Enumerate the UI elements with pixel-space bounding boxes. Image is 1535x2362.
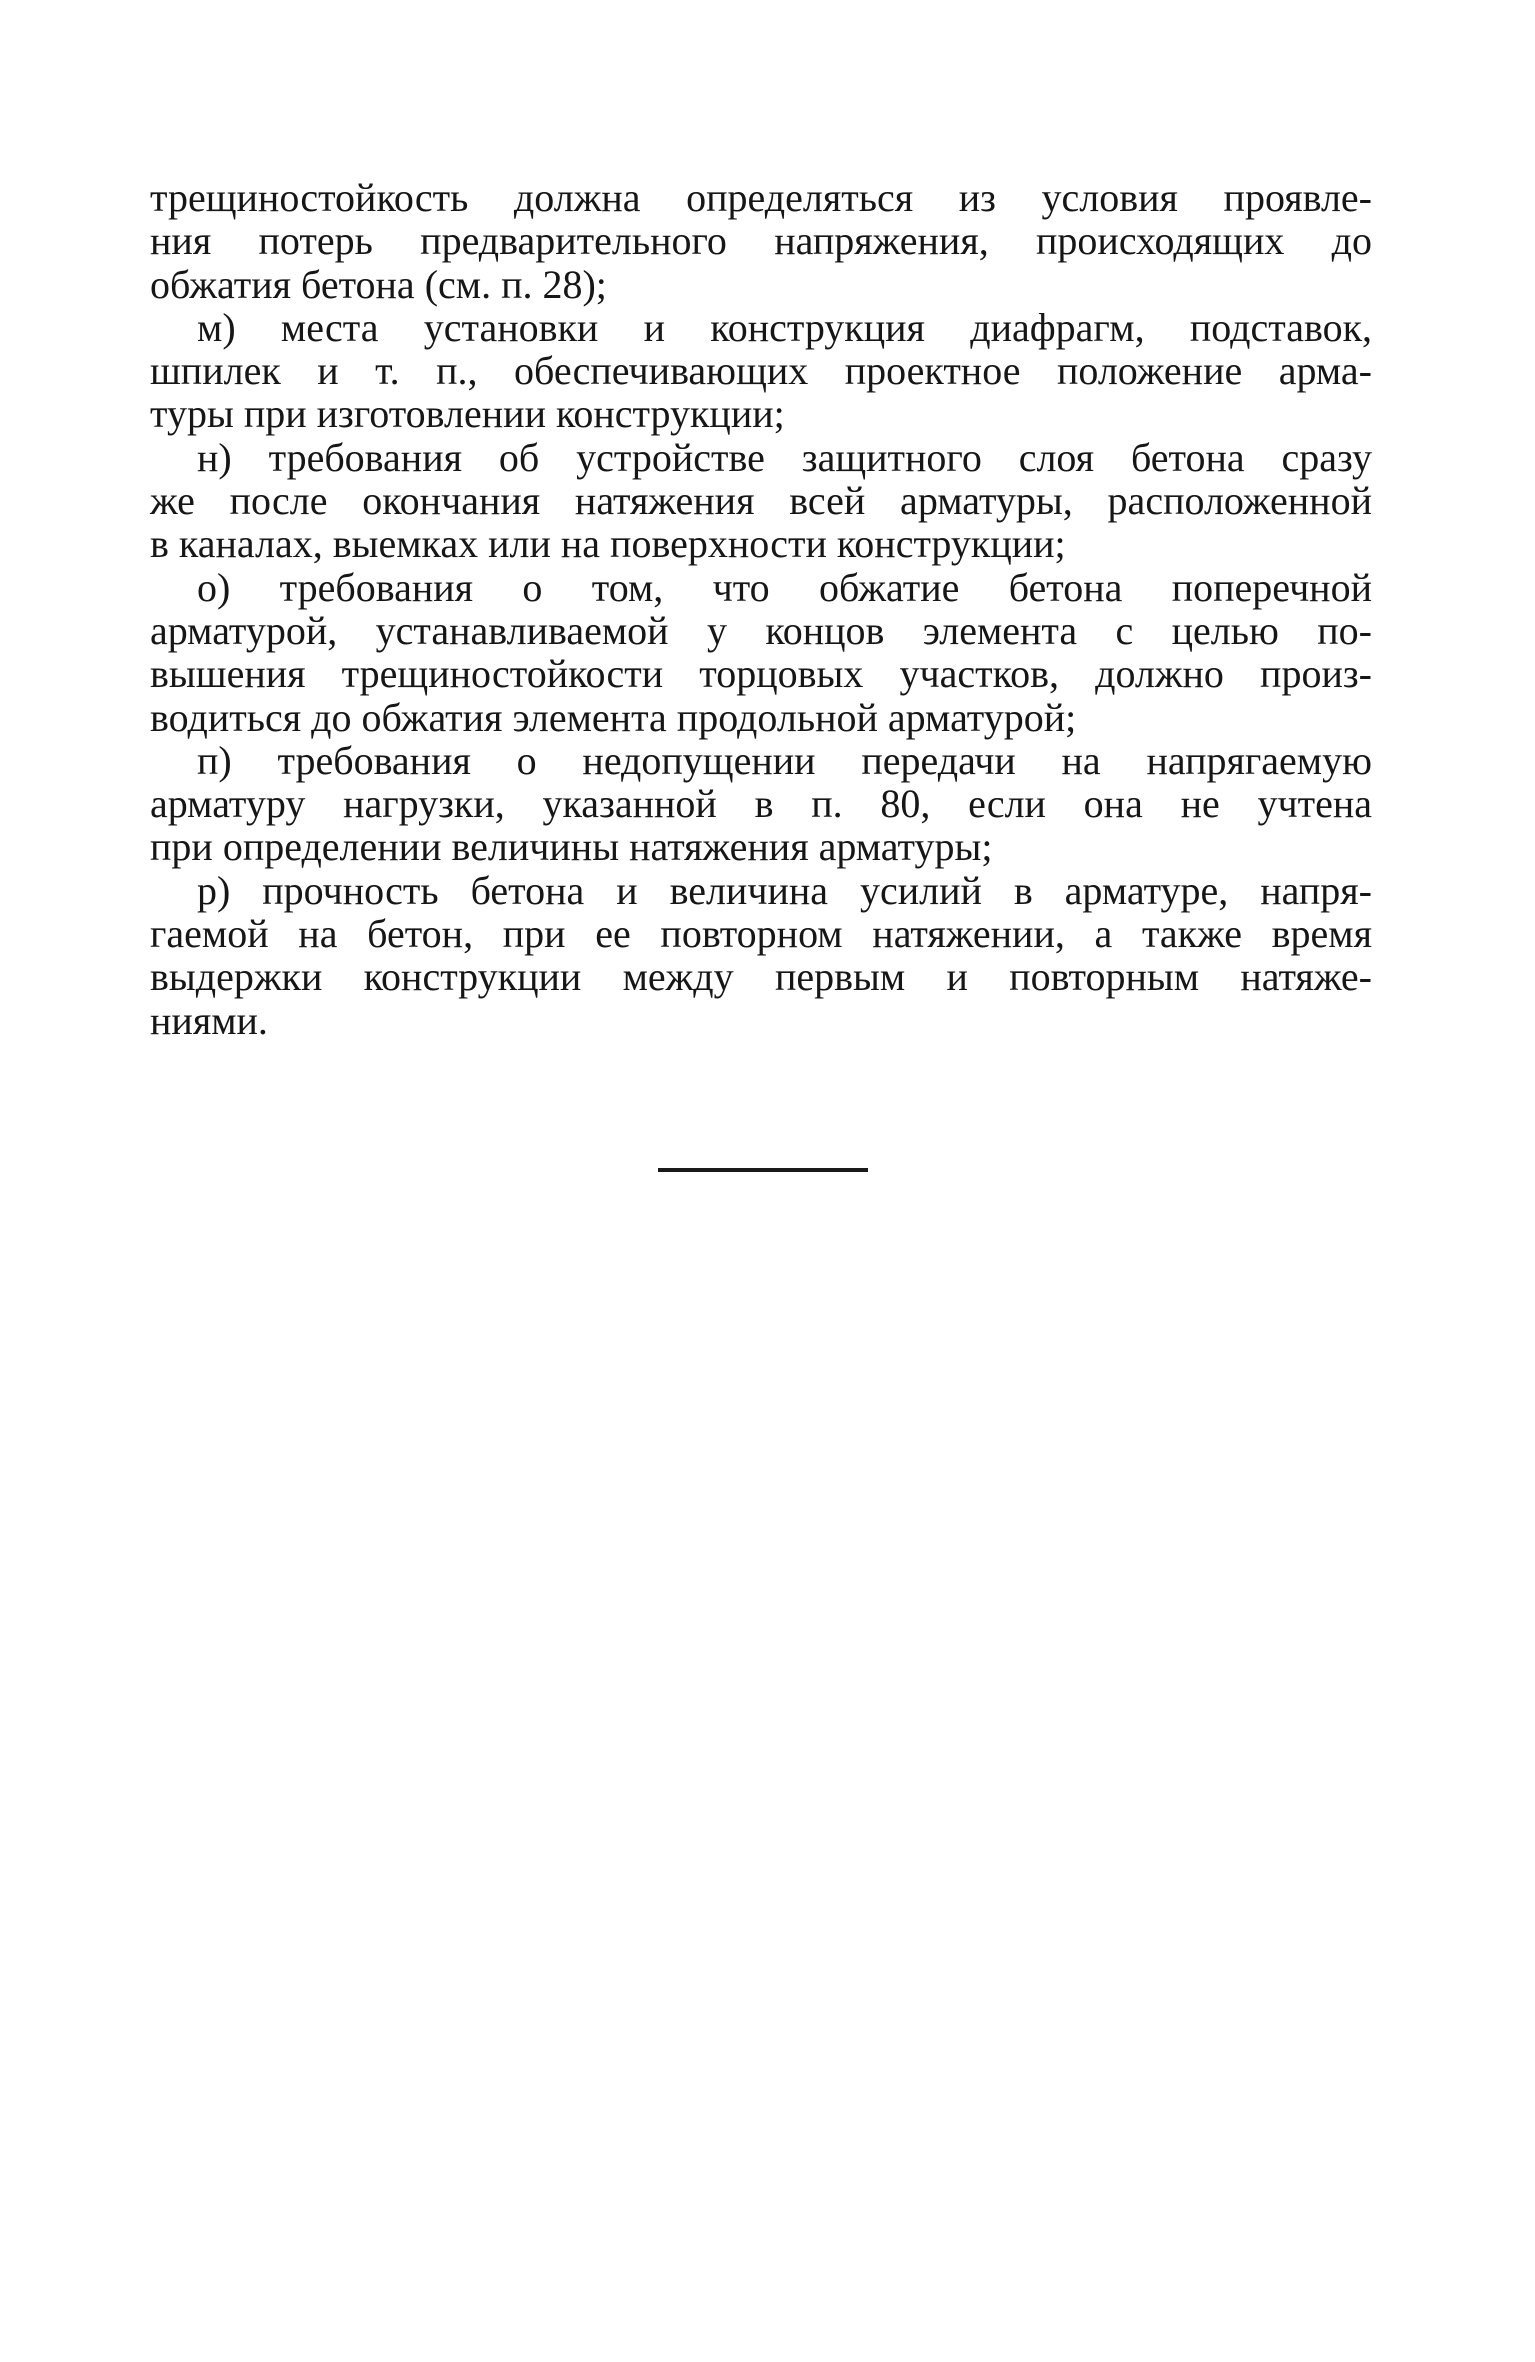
text-line: ниями. [150, 997, 268, 1043]
text-line: р) прочность бетона и величина усилий в арматуре, напря- [197, 867, 1372, 913]
text-line: туры при изготовлении конструкции; [150, 391, 785, 437]
text-line: вышения трещиностойкости торцовых участков, должно произ- [150, 651, 1372, 697]
text-line: н) требования об устройстве защитного слоя бетона сразу [197, 434, 1372, 480]
text-line: трещиностойкость должна определяться из условия проявле- [150, 175, 1372, 220]
text-line: же после окончания натяжения всей арматуры, расположенной [150, 478, 1372, 524]
text-line: арматуру нагрузки, указанной в п. 80, если она не учтена [150, 781, 1372, 827]
text-line: м) места установки и конструкция диафрагм, подставок, [197, 304, 1372, 350]
text-line: арматурой, устанавливаемой у концов элемента с целью по- [150, 607, 1372, 653]
text-line: при определении величины натяжения арматуры; [150, 824, 993, 870]
text-line: ния потерь предварительного напряжения, происходящих до [150, 218, 1372, 264]
text-line: обжатия бетона (см. п. 28); [150, 261, 607, 307]
document-body [150, 176, 1372, 1042]
text-line: гаемой на бетон, при ее повторном натяжении, а также время [150, 911, 1372, 957]
text-line: п) требования о недопущении передачи на напрягаемую [197, 737, 1372, 783]
text-line: в каналах, выемках или на поверхности конструкции; [150, 521, 1066, 567]
text-line: выдержки конструкции между первым и повторным натяже- [150, 954, 1372, 1000]
text-line: о) требования о том, что обжатие бетона поперечной [197, 564, 1372, 610]
text-line: водиться до обжатия элемента продольной арматурой; [150, 694, 1077, 740]
text-line: шпилек и т. п., обеспечивающих проектное положение арма- [150, 348, 1372, 394]
section-divider [658, 1168, 868, 1172]
